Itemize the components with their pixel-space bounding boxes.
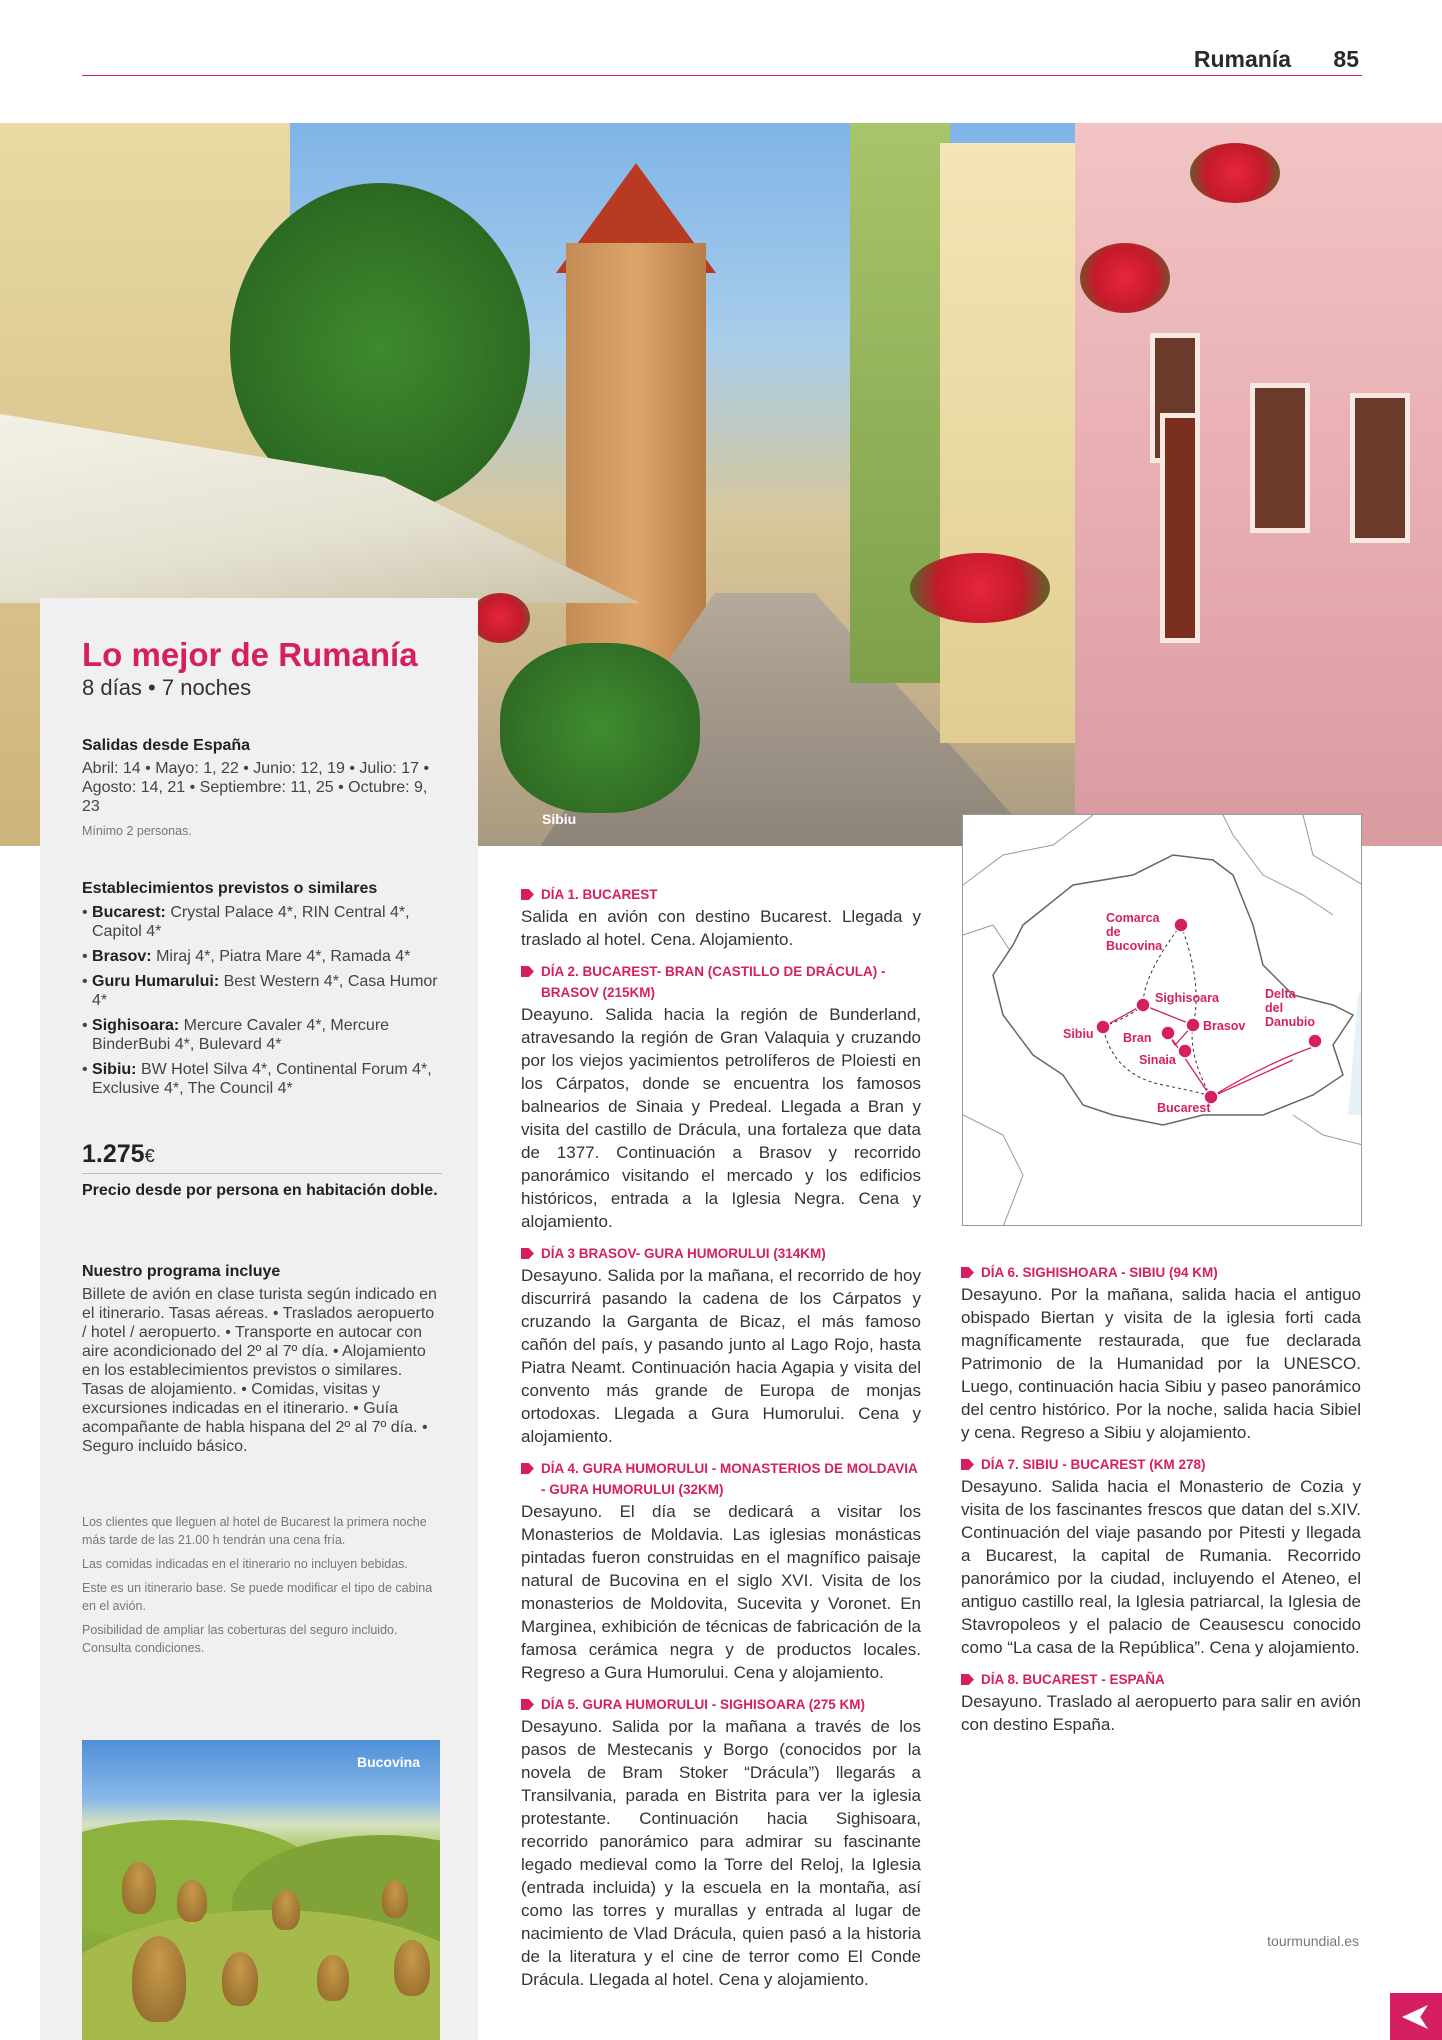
map-label-sinaia: Sinaia: [1139, 1053, 1176, 1067]
photo-haystack: [382, 1880, 408, 1918]
hotel-city: Bucarest:: [92, 904, 166, 921]
list-item: • Sibiu: BW Hotel Silva 4*, Continental Forum 4*, Exclusive 4*, The Council 4*: [82, 1061, 432, 1097]
departures-section: [82, 737, 442, 840]
note: Posibilidad de ampliar las coberturas del seguro incluido. Consulta condiciones.: [82, 1623, 398, 1655]
map-label-delta: Delta del Danubio: [1265, 987, 1315, 1029]
hotel-names: Miraj 4*, Piatra Mare 4*, Ramada 4*: [156, 948, 411, 965]
route-map: [962, 814, 1362, 1226]
day-heading: DÍA 4. GURA HUMORULUI - MONASTERIOS DE MOLDAVIA - GURA HUMORULUI (32KM): [521, 1458, 921, 1500]
hotel-names: Mercure Cavaler 4*, Mercure BinderBubi 4*, Bulevard 4*: [92, 1017, 390, 1053]
includes-heading: Nuestro programa incluye: [82, 1263, 281, 1280]
map-label-bucovina: Comarca de Bucovina: [1106, 911, 1163, 953]
hotels-section: [82, 880, 442, 1104]
photo-haystack: [394, 1940, 430, 1996]
list-item: • Brasov: Miraj 4*, Piatra Mare 4*, Ramada 4*: [82, 948, 411, 965]
day-text: Salida en avión con destino Bucarest. Llegada y traslado al hotel. Cena. Alojamiento.: [521, 907, 921, 949]
itinerary-column-2: [961, 1262, 1361, 1746]
price-amount: 1.275: [82, 1140, 145, 1168]
day-7: [961, 1454, 1361, 1659]
map-label-brasov: Brasov: [1203, 1019, 1246, 1033]
hotel-names: Best Western 4*, Casa Humor 4*: [92, 973, 438, 1009]
day-text: Desayuno. El día se dedicará a visitar los Monasterios de Moldavia. Las iglesias monásticas pintadas fueron construidas en el magnífico paisaje natural de Bucovina en el siglo XVI. Visita de los monasterios de Moldovita, Sucevita y Voronet. En Marginea, exhibición de técnicas de fabricación de la famosa cerámica negra y de productos locales. Regreso a Gura Humorului. Cena y alojamiento.: [521, 1502, 921, 1682]
note: Este es un itinerario base. Se puede modificar el tipo de cabina en el avión.: [82, 1581, 433, 1613]
note: Las comidas indicadas en el itinerario no incluyen bebidas.: [82, 1557, 408, 1571]
hotel-city: Brasov:: [92, 948, 152, 965]
price-section: [82, 1140, 442, 1202]
page-header: [1194, 46, 1359, 73]
photo-door: [1160, 413, 1200, 643]
photo-haystack: [132, 1936, 186, 2022]
photo-flowers: [910, 553, 1050, 623]
photo-haystack: [122, 1862, 156, 1914]
day-text: Desayuno. Salida por la mañana, el recorrido de hoy discurrirá pasando la cadena de los Cárpatos y cruzando la Garganta de Bicaz, el más famoso cañón del país, y pasando junto al Lago Rojo, hasta Piatra Neamt. Continuación hacia Agapia y visita del convento más grande de Europa de monjas ortodoxas. Llegada a Gura Humorului. Cena y alojamiento.: [521, 1266, 921, 1446]
trip-title: Lo mejor de Rumanía: [82, 636, 418, 673]
trip-duration: 8 días • 7 noches: [82, 675, 252, 700]
photo-caption: Bucovina: [356, 1754, 420, 1770]
day-heading: DÍA 2. BUCAREST- BRAN (CASTILLO DE DRÁCULA) - BRASOV (215KM): [521, 961, 921, 1003]
photo-flowers: [1190, 143, 1280, 203]
hotel-city: Guru Humarului:: [92, 973, 220, 990]
map-label-sighisoara: Sighisoara: [1155, 991, 1219, 1005]
includes-section: [82, 1263, 442, 1456]
hotel-city: Sighisoara:: [92, 1017, 180, 1034]
day-heading: DÍA 8. BUCAREST - ESPAÑA: [961, 1669, 1361, 1690]
day-text: Desayuno. Traslado al aeropuerto para salir en avión con destino España.: [961, 1692, 1361, 1734]
day-6: [961, 1262, 1361, 1444]
photo-caption: Sibiu: [542, 811, 577, 827]
photo-flowers: [1080, 243, 1170, 313]
includes-text: Billete de avión en clase turista según indicado en el itinerario. Tasas aéreas. • Traslados aeropuerto / hotel / aeropuerto. • Transporte en autocar con aire acondicionado del 2º al 7º día. • Alojamiento en los establecimientos previstos o similares. Tasas de alojamiento. • Comidas, visitas y excursiones indicadas en el itinerario. • Guía acompañante de habla hispana del 2º al 7º día. • Seguro incluido básico.: [82, 1286, 437, 1455]
photo-bushes: [500, 643, 700, 813]
day-text: Desayuno. Salida hacia el Monasterio de Cozia y visita de los fascinantes frescos que datan del s.XIV. Continuación del viaje pasando por Pitesti y llegada a Bucarest, la capital de Rumania. Recorrido panorámico por la ciudad, incluyendo el Ateneo, el antiguo castillo real, la Iglesia patriarcal, la Iglesia de Stavropoleos y el palacio de Ceausescu conocido como “La casa de la República”. Cena y alojamiento.: [961, 1477, 1361, 1657]
day-heading: DÍA 3 BRASOV- GURA HUMORULUI (314KM): [521, 1243, 921, 1264]
day-4: [521, 1458, 921, 1684]
section-title: Rumanía: [1193, 46, 1292, 72]
list-item: • Guru Humarului: Best Western 4*, Casa Humor 4*: [82, 973, 438, 1009]
price-value: [82, 1140, 442, 1169]
header-divider: [82, 75, 1362, 76]
photo-haystack: [177, 1880, 207, 1922]
minimum-persons: Mínimo 2 personas.: [82, 824, 192, 838]
price-currency: €: [144, 1146, 155, 1166]
departures-heading: Salidas desde España: [82, 737, 251, 754]
day-text: Desayuno. Salida por la mañana a través de los pasos de Mestecanis y Borgo (conocidos por la novela de Bram Stoker “Drácula”) llegarás a Transilvania, parada en Bistrita para ver la iglesia protestante. Continuación hacia Sighisoara, recorrido panorámico para admirar su fascinante legado medieval como la Torre del Reloj, la Iglesia (entrada incluida) y la escuela en la montaña, así como las torres y murallas y entrada al lugar de nacimiento de Vlad Drácula, quien pasó a la historia de la literatura y el cine de terror como El Conde Drácula. Llegada al hotel. Cena y alojamiento.: [521, 1717, 921, 1989]
day-heading: DÍA 5. GURA HUMORULUI - SIGHISOARA (275 KM): [521, 1694, 921, 1715]
arrow-left-icon: [1402, 2005, 1428, 2029]
map-label-bucarest: Bucarest: [1157, 1101, 1211, 1115]
hotels-list: [82, 903, 442, 1098]
note: Los clientes que lleguen al hotel de Bucarest la primera noche más tarde de las 21.00 h tendrán una cena fría.: [82, 1515, 427, 1547]
hotel-names: BW Hotel Silva 4*, Continental Forum 4*, Exclusive 4*, The Council 4*: [92, 1061, 432, 1097]
itinerary-column-1: [521, 884, 921, 2001]
footer-url[interactable]: tourmundial.es: [1267, 1933, 1359, 1949]
photo-window: [1250, 383, 1310, 533]
list-item: • Sighisoara: Mercure Cavaler 4*, Mercure BinderBubi 4*, Bulevard 4*: [82, 1017, 390, 1053]
day-1: [521, 884, 921, 951]
photo-haystack: [222, 1952, 258, 2006]
notes-section: [82, 1513, 442, 1663]
day-2: [521, 961, 921, 1233]
hotels-heading: Establecimientos previstos o similares: [82, 880, 378, 897]
hotel-city: Sibiu:: [92, 1061, 137, 1078]
list-item: • Bucarest: Crystal Palace 4*, RIN Central 4*, Capitol 4*: [82, 904, 410, 940]
photo-window: [1350, 393, 1410, 543]
day-5: [521, 1694, 921, 1991]
photo-building-yellow: [940, 143, 1080, 743]
photo-tower: [566, 243, 706, 703]
price-divider: [82, 1173, 442, 1174]
departures-dates: Abril: 14 • Mayo: 1, 22 • Junio: 12, 19 • Julio: 17 • Agosto: 14, 21 • Septiembre: 11, 25 • Octubre: 9, 23: [82, 760, 430, 815]
price-note: Precio desde por persona en habitación doble.: [82, 1182, 438, 1199]
day-8: [961, 1669, 1361, 1736]
day-heading: DÍA 6. SIGHISHOARA - SIBIU (94 KM): [961, 1262, 1361, 1283]
map-label-bran: Bran: [1123, 1031, 1152, 1045]
photo-haystack: [272, 1890, 300, 1930]
day-text: Deayuno. Salida hacia la región de Bunderland, atravesando la región de Gran Valaquia y cruzando por los viejos yacimientos petrolíferos de Ploiesti en los Cárpatos, donde se encuentra los famosos balnearios de Sinaia y Predeal. Llegada a Bran y visita del castillo de Drácula, una fortaleza que data de 1377. Continuación a Brasov y recorrido panorámico visitando el mercado y los edificios históricos, entrada a la Iglesia Negra. Cena y alojamiento.: [521, 1005, 921, 1231]
photo-flowers: [470, 593, 530, 643]
day-heading: DÍA 1. BUCAREST: [521, 884, 921, 905]
day-text: Desayuno. Por la mañana, salida hacia el antiguo obispado Biertan y visita de la iglesia forti cada magníficamente restaurada, que fue declarada Patrimonio de la Humanidad por la UNESCO. Luego, continuación hacia Sibiu y paseo panorámico del centro histórico. Por la noche, salida hacia Sibiel y cena. Regreso a Sibiu y alojamiento.: [961, 1285, 1361, 1442]
hotel-names: Crystal Palace 4*, RIN Central 4*, Capitol 4*: [92, 904, 410, 940]
day-3: [521, 1243, 921, 1448]
page-number: 85: [1333, 46, 1359, 72]
previous-page-button[interactable]: [1390, 1993, 1442, 2040]
bucovina-photo: [82, 1740, 440, 2040]
day-heading: DÍA 7. SIBIU - BUCAREST (KM 278): [961, 1454, 1361, 1475]
map-label-sibiu: Sibiu: [1063, 1027, 1094, 1041]
photo-haystack: [317, 1955, 349, 2001]
